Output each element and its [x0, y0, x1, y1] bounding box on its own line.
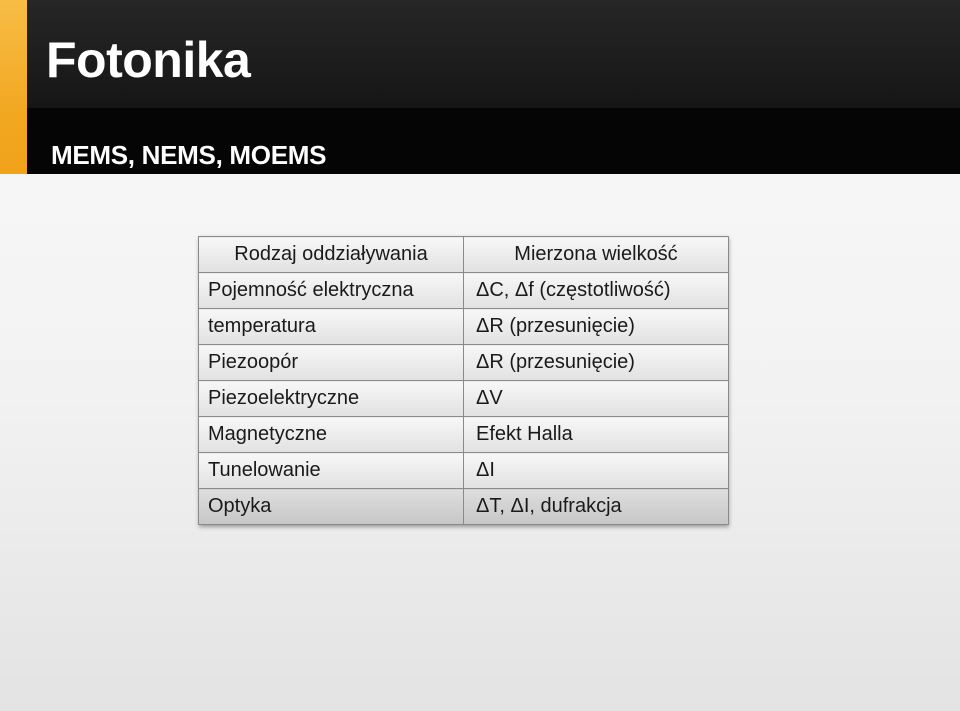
- slide-title: Fotonika: [46, 32, 251, 88]
- cell-interaction: temperatura: [199, 309, 464, 345]
- slide-header: [0, 0, 960, 174]
- cell-measured: ΔR (przesunięcie): [464, 345, 729, 381]
- table-row: [199, 273, 729, 309]
- comparison-table: [198, 236, 728, 525]
- table-row: [199, 345, 729, 381]
- cell-interaction: Tunelowanie: [199, 453, 464, 489]
- table-row: [199, 381, 729, 417]
- cell-interaction: Piezoelektryczne: [199, 381, 464, 417]
- slide-subtitle: MEMS, NEMS, MOEMS: [51, 140, 327, 170]
- cell-interaction: Piezoopór: [199, 345, 464, 381]
- data-table: [198, 236, 729, 525]
- cell-measured: ΔV: [464, 381, 729, 417]
- table-header-row: [199, 237, 729, 273]
- table-row: [199, 489, 729, 525]
- cell-measured: ΔC, Δf (częstotliwość): [464, 273, 729, 309]
- cell-interaction: Optyka: [199, 489, 464, 525]
- table-row: [199, 453, 729, 489]
- cell-measured: Efekt Halla: [464, 417, 729, 453]
- cell-measured: ΔT, ΔI, dufrakcja: [464, 489, 729, 525]
- column-header-interaction-type: Rodzaj oddziaływania: [199, 237, 464, 273]
- cell-interaction: Magnetyczne: [199, 417, 464, 453]
- cell-measured: ΔI: [464, 453, 729, 489]
- column-header-measured-quantity: Mierzona wielkość: [464, 237, 729, 273]
- table-row: [199, 417, 729, 453]
- cell-measured: ΔR (przesunięcie): [464, 309, 729, 345]
- table-row: [199, 309, 729, 345]
- accent-bar: [0, 0, 27, 174]
- cell-interaction: Pojemność elektryczna: [199, 273, 464, 309]
